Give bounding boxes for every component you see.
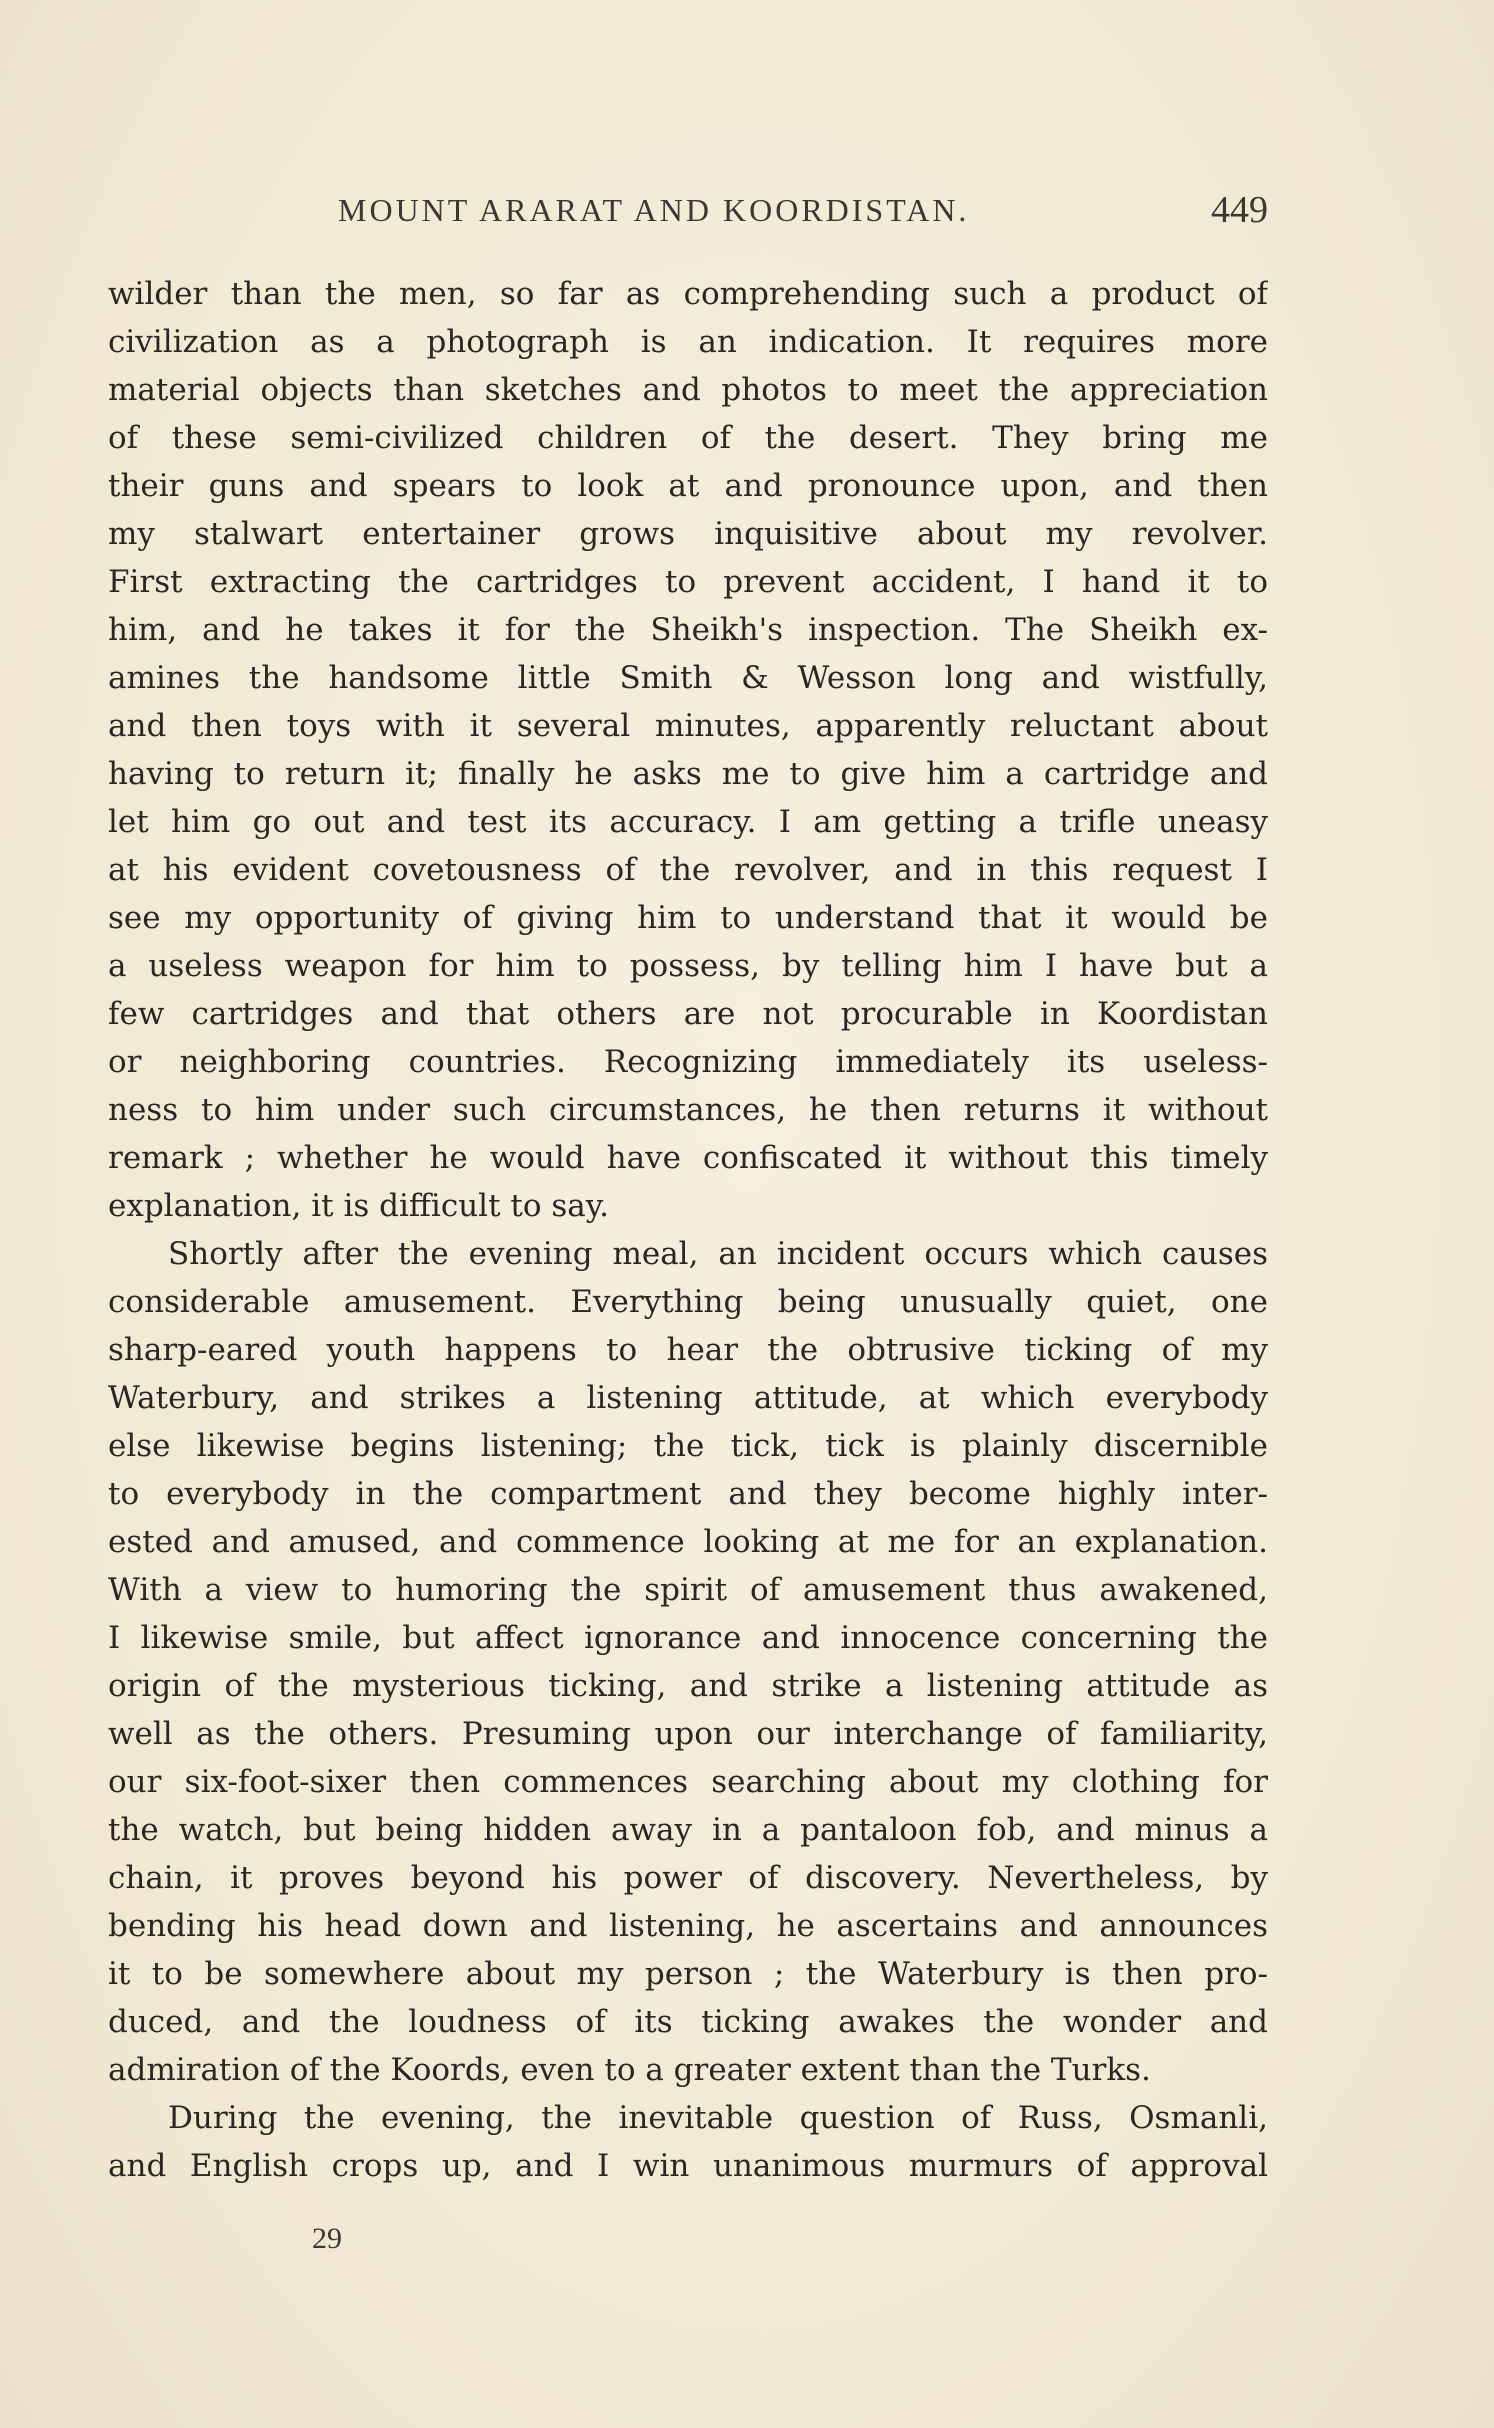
text-line: ness to him under such circumstances, he then returns it without: [108, 1092, 1268, 1128]
text-line: sharp-eared youth happens to hear the obtrusive ticking of my: [108, 1332, 1268, 1368]
page-number: 449: [1211, 189, 1268, 231]
text-line: remark ; whether he would have confiscated it without this timely: [108, 1140, 1268, 1176]
text-line: origin of the mysterious ticking, and strike a listening attitude as: [108, 1668, 1268, 1704]
text-line: duced, and the loudness of its ticking awakes the wonder and: [108, 2004, 1268, 2040]
text-line: material objects than sketches and photos to meet the appreciation: [108, 372, 1268, 408]
text-line: or neighboring countries. Recognizing immediately its useless-: [108, 1044, 1268, 1080]
signature-mark: 29: [312, 2222, 342, 2255]
text-line: few cartridges and that others are not procurable in Koordistan: [108, 996, 1268, 1032]
text-line: the watch, but being hidden away in a pantaloon fob, and minus a: [108, 1812, 1268, 1848]
text-line-paragraph-end: admiration of the Koords, even to a greater extent than the Turks.: [108, 2052, 1151, 2088]
text-line-paragraph-end: explanation, it is difficult to say.: [108, 1188, 609, 1224]
text-line: Waterbury, and strikes a listening attitude, at which everybody: [108, 1380, 1268, 1416]
text-line: amines the handsome little Smith & Wesson long and wistfully,: [108, 660, 1268, 696]
text-line: With a view to humoring the spirit of amusement thus awakened,: [108, 1572, 1268, 1608]
running-head: MOUNT ARARAT AND KOORDISTAN.: [338, 192, 970, 228]
text-line: of these semi-civilized children of the desert. They bring me: [108, 420, 1268, 456]
text-line: bending his head down and listening, he ascertains and announces: [108, 1908, 1268, 1944]
text-line: I likewise smile, but affect ignorance and innocence concerning the: [108, 1620, 1268, 1656]
text-line: well as the others. Presuming upon our interchange of familiarity,: [108, 1716, 1268, 1752]
text-line: see my opportunity of giving him to understand that it would be: [108, 900, 1268, 936]
text-line-paragraph-start: During the evening, the inevitable question of Russ, Osmanli,: [168, 2100, 1268, 2136]
text-line-paragraph-start: Shortly after the evening meal, an incident occurs which causes: [168, 1236, 1268, 1272]
text-line: considerable amusement. Everything being unusually quiet, one: [108, 1284, 1268, 1320]
text-line: having to return it; finally he asks me to give him a cartridge and: [108, 756, 1268, 792]
text-line: it to be somewhere about my person ; the Waterbury is then pro-: [108, 1956, 1268, 1992]
text-line: First extracting the cartridges to prevent accident, I hand it to: [108, 564, 1268, 600]
page-header: [108, 189, 1268, 242]
text-line: their guns and spears to look at and pronounce upon, and then: [108, 468, 1268, 504]
text-line: a useless weapon for him to possess, by telling him I have but a: [108, 948, 1268, 984]
text-line: wilder than the men, so far as comprehending such a product of: [108, 276, 1268, 312]
text-line: and English crops up, and I win unanimous murmurs of approval: [108, 2148, 1268, 2184]
text-line: civilization as a photograph is an indication. It requires more: [108, 324, 1268, 360]
text-line: to everybody in the compartment and they become highly inter-: [108, 1476, 1268, 1512]
text-line: my stalwart entertainer grows inquisitive about my revolver.: [108, 516, 1268, 552]
text-line: else likewise begins listening; the tick, tick is plainly discernible: [108, 1428, 1268, 1464]
text-line: let him go out and test its accuracy. I am getting a trifle uneasy: [108, 804, 1268, 840]
text-line: and then toys with it several minutes, apparently reluctant about: [108, 708, 1268, 744]
text-line: chain, it proves beyond his power of discovery. Nevertheless, by: [108, 1860, 1268, 1896]
text-line: ested and amused, and commence looking at me for an explanation.: [108, 1524, 1268, 1560]
text-line: him, and he takes it for the Sheikh's inspection. The Sheikh ex-: [108, 612, 1268, 648]
text-line: our six-foot-sixer then commences searching about my clothing for: [108, 1764, 1268, 1800]
body-text: [108, 270, 1268, 2190]
text-line: at his evident covetousness of the revolver, and in this request I: [108, 852, 1268, 888]
